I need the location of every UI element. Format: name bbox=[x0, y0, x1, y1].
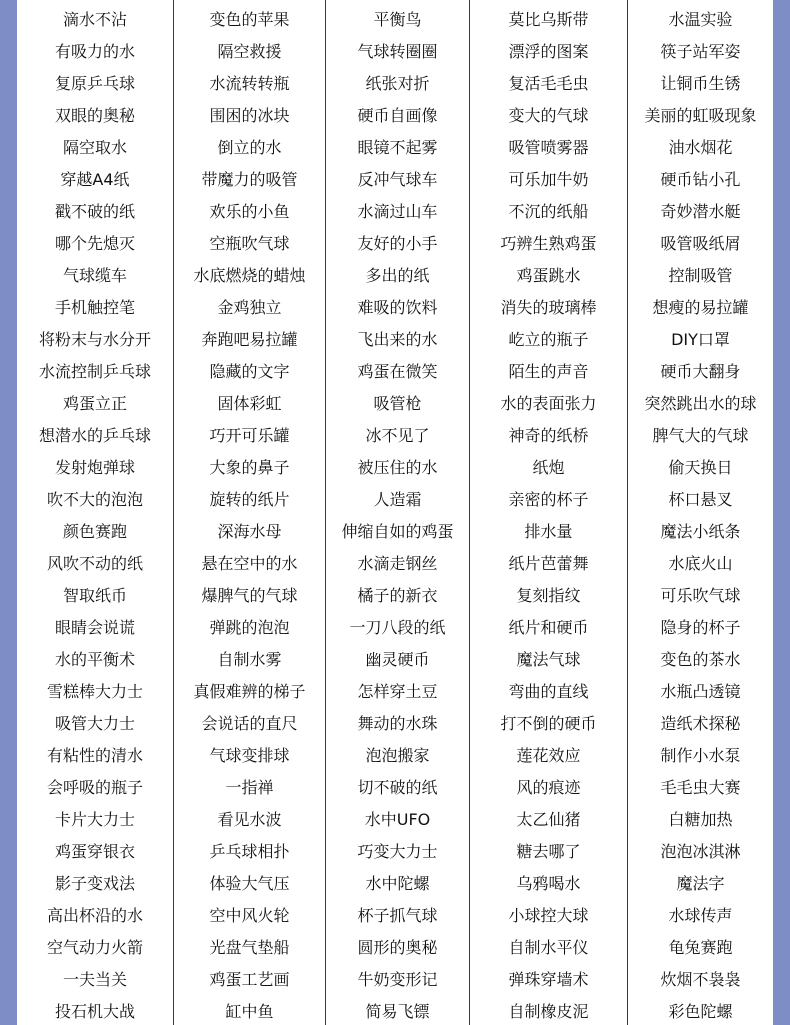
experiment-name: 倒立的水 bbox=[217, 138, 282, 157]
experiment-name: 看见水波 bbox=[217, 810, 282, 829]
experiment-name: 巧开可乐罐 bbox=[209, 426, 290, 445]
experiment-name: 发射炮弹球 bbox=[54, 458, 135, 477]
experiment-name: 太乙仙猪 bbox=[516, 810, 581, 829]
experiment-name: 吸管枪 bbox=[373, 394, 422, 413]
experiment-name: 隐藏的文字 bbox=[209, 362, 290, 381]
experiment-column-2 bbox=[174, 0, 326, 1025]
experiment-name: 哪个先熄灭 bbox=[54, 234, 135, 253]
experiment-name: 小球控大球 bbox=[508, 906, 589, 925]
experiment-name: 脾气大的气球 bbox=[652, 426, 749, 445]
experiment-name: 滴水不沾 bbox=[62, 10, 127, 29]
experiment-name: 纸片芭蕾舞 bbox=[508, 554, 589, 573]
experiment-name: 一刀八段的纸 bbox=[349, 618, 446, 637]
experiment-name: 手机触控笔 bbox=[54, 298, 135, 317]
experiment-name: 怎样穿土豆 bbox=[357, 682, 438, 701]
experiment-name: 水底燃烧的蜡烛 bbox=[193, 266, 306, 285]
experiment-name: 莫比乌斯带 bbox=[508, 10, 589, 29]
experiment-name: 水流转转瓶 bbox=[209, 74, 290, 93]
experiment-name: 自制水雾 bbox=[217, 650, 282, 669]
experiment-name: 双眼的奥秘 bbox=[54, 106, 135, 125]
experiment-name: 简易飞镖 bbox=[365, 1002, 430, 1021]
experiment-name: 美丽的虹吸现象 bbox=[644, 106, 757, 125]
experiment-name: 眼镜不起雾 bbox=[357, 138, 438, 157]
experiment-name: 颜色赛跑 bbox=[62, 522, 127, 541]
experiment-name: 多出的纸 bbox=[365, 266, 430, 285]
experiment-name: 一夫当关 bbox=[62, 970, 127, 989]
experiment-name: 杯子抓气球 bbox=[357, 906, 438, 925]
experiment-name: 有粘性的清水 bbox=[46, 746, 143, 765]
experiment-name: 水的表面张力 bbox=[500, 394, 597, 413]
experiment-grid bbox=[17, 0, 773, 1025]
experiment-name: 弹珠穿墙术 bbox=[508, 970, 589, 989]
experiment-name: 筷子站军姿 bbox=[660, 42, 741, 61]
experiment-name: 糖去哪了 bbox=[516, 842, 581, 861]
experiment-name: DIY口罩 bbox=[671, 330, 730, 349]
experiment-name: 杯口悬叉 bbox=[668, 490, 733, 509]
experiment-name: 变色的苹果 bbox=[209, 10, 290, 29]
experiment-name: 水底火山 bbox=[668, 554, 733, 573]
experiment-name: 缸中鱼 bbox=[225, 1002, 274, 1021]
experiment-name: 神奇的纸桥 bbox=[508, 426, 589, 445]
experiment-name: 可乐吹气球 bbox=[660, 586, 741, 605]
experiment-name: 有吸力的水 bbox=[54, 42, 135, 61]
experiment-name: 巧变大力士 bbox=[357, 842, 438, 861]
experiment-name: 水滴走钢丝 bbox=[357, 554, 438, 573]
experiment-name: 消失的玻璃棒 bbox=[500, 298, 597, 317]
experiment-name: 复原乒乓球 bbox=[54, 74, 135, 93]
experiment-list-sheet bbox=[17, 0, 773, 1025]
experiment-name: 让铜币生锈 bbox=[660, 74, 741, 93]
experiment-name: 会说话的直尺 bbox=[201, 714, 298, 733]
experiment-name: 不沉的纸船 bbox=[508, 202, 589, 221]
experiment-name: 龟兔赛跑 bbox=[668, 938, 733, 957]
experiment-name: 难吸的饮料 bbox=[357, 298, 438, 317]
experiment-name: 奔跑吧易拉罐 bbox=[201, 330, 298, 349]
experiment-name: 纸炮 bbox=[532, 458, 565, 477]
experiment-name: 气球转圈圈 bbox=[357, 42, 438, 61]
experiment-name: 体验大气压 bbox=[209, 874, 290, 893]
experiment-name: 空中风火轮 bbox=[209, 906, 290, 925]
experiment-name: 水球传声 bbox=[668, 906, 733, 925]
experiment-name: 鸡蛋穿银衣 bbox=[54, 842, 135, 861]
experiment-name: 风的痕迹 bbox=[516, 778, 581, 797]
experiment-name: 戳不破的纸 bbox=[54, 202, 135, 221]
experiment-name: 隔空取水 bbox=[62, 138, 127, 157]
experiment-name: 眼睛会说谎 bbox=[54, 618, 135, 637]
experiment-name: 硬币钻小孔 bbox=[660, 170, 741, 189]
experiment-name: 可乐加牛奶 bbox=[508, 170, 589, 189]
experiment-name: 隔空救援 bbox=[217, 42, 282, 61]
experiment-name: 硬币大翻身 bbox=[660, 362, 741, 381]
experiment-name: 飞出来的水 bbox=[357, 330, 438, 349]
experiment-name: 一指禅 bbox=[225, 778, 274, 797]
experiment-name: 想瘦的易拉罐 bbox=[652, 298, 749, 317]
experiment-name: 反冲气球车 bbox=[357, 170, 438, 189]
experiment-name: 鸡蛋跳水 bbox=[516, 266, 581, 285]
experiment-name: 乒乓球相扑 bbox=[209, 842, 290, 861]
experiment-name: 悬在空中的水 bbox=[201, 554, 298, 573]
experiment-name: 造纸术探秘 bbox=[660, 714, 741, 733]
experiment-name: 水的平衡术 bbox=[54, 650, 135, 669]
experiment-name: 将粉末与水分开 bbox=[38, 330, 151, 349]
experiment-name: 风吹不动的纸 bbox=[46, 554, 143, 573]
experiment-name: 魔法气球 bbox=[516, 650, 581, 669]
experiment-name: 会呼吸的瓶子 bbox=[46, 778, 143, 797]
experiment-name: 莲花效应 bbox=[516, 746, 581, 765]
experiment-name: 空气动力火箭 bbox=[46, 938, 143, 957]
experiment-column-1 bbox=[17, 0, 174, 1025]
experiment-name: 弹跳的泡泡 bbox=[209, 618, 290, 637]
experiment-name: 炊烟不袅袅 bbox=[660, 970, 741, 989]
experiment-name: 被压住的水 bbox=[357, 458, 438, 477]
experiment-name: 吸管大力士 bbox=[54, 714, 135, 733]
experiment-name: 大象的鼻子 bbox=[209, 458, 290, 477]
experiment-name: 打不倒的硬币 bbox=[500, 714, 597, 733]
experiment-name: 金鸡独立 bbox=[217, 298, 282, 317]
experiment-name: 爆脾气的气球 bbox=[201, 586, 298, 605]
experiment-name: 深海水母 bbox=[217, 522, 282, 541]
experiment-name: 欢乐的小鱼 bbox=[209, 202, 290, 221]
experiment-name: 陌生的声音 bbox=[508, 362, 589, 381]
experiment-name: 复刻指纹 bbox=[516, 586, 581, 605]
experiment-column-3 bbox=[326, 0, 470, 1025]
experiment-name: 真假难辨的梯子 bbox=[193, 682, 306, 701]
experiment-name: 制作小水泵 bbox=[660, 746, 741, 765]
experiment-name: 影子变戏法 bbox=[54, 874, 135, 893]
experiment-name: 吸管吸纸屑 bbox=[660, 234, 741, 253]
experiment-name: 舞动的水珠 bbox=[357, 714, 438, 733]
experiment-name: 亲密的杯子 bbox=[508, 490, 589, 509]
experiment-name: 魔法字 bbox=[676, 874, 725, 893]
experiment-name: 切不破的纸 bbox=[357, 778, 438, 797]
experiment-name: 牛奶变形记 bbox=[357, 970, 438, 989]
experiment-name: 围困的冰块 bbox=[209, 106, 290, 125]
experiment-name: 带魔力的吸管 bbox=[201, 170, 298, 189]
experiment-name: 水流控制乒乓球 bbox=[38, 362, 151, 381]
experiment-name: 高出杯沿的水 bbox=[46, 906, 143, 925]
experiment-name: 水温实验 bbox=[668, 10, 733, 29]
experiment-name: 智取纸币 bbox=[62, 586, 127, 605]
experiment-name: 变大的气球 bbox=[508, 106, 589, 125]
experiment-name: 水中UFO bbox=[364, 810, 431, 829]
experiment-name: 隐身的杯子 bbox=[660, 618, 741, 637]
experiment-name: 白糖加热 bbox=[668, 810, 733, 829]
experiment-name: 旋转的纸片 bbox=[209, 490, 290, 509]
experiment-name: 控制吸管 bbox=[668, 266, 733, 285]
experiment-name: 魔法小纸条 bbox=[660, 522, 741, 541]
experiment-column-4 bbox=[470, 0, 628, 1025]
experiment-name: 自制橡皮泥 bbox=[508, 1002, 589, 1021]
experiment-name: 水瓶凸透镜 bbox=[660, 682, 741, 701]
experiment-name: 橘子的新衣 bbox=[357, 586, 438, 605]
experiment-column-5 bbox=[628, 0, 773, 1025]
experiment-name: 吸管喷雾器 bbox=[508, 138, 589, 157]
experiment-name: 固体彩虹 bbox=[217, 394, 282, 413]
experiment-name: 油水烟花 bbox=[668, 138, 733, 157]
experiment-name: 屹立的瓶子 bbox=[508, 330, 589, 349]
experiment-name: 鸡蛋工艺画 bbox=[209, 970, 290, 989]
experiment-name: 偷天换日 bbox=[668, 458, 733, 477]
experiment-name: 毛毛虫大赛 bbox=[660, 778, 741, 797]
experiment-name: 水滴过山车 bbox=[357, 202, 438, 221]
experiment-name: 平衡鸟 bbox=[373, 10, 422, 29]
experiment-name: 吹不大的泡泡 bbox=[46, 490, 143, 509]
experiment-name: 弯曲的直线 bbox=[508, 682, 589, 701]
experiment-name: 穿越A4纸 bbox=[60, 170, 130, 189]
experiment-name: 雪糕棒大力士 bbox=[46, 682, 143, 701]
experiment-name: 排水量 bbox=[524, 522, 573, 541]
experiment-name: 友好的小手 bbox=[357, 234, 438, 253]
experiment-name: 水中陀螺 bbox=[365, 874, 430, 893]
experiment-name: 投石机大战 bbox=[54, 1002, 135, 1021]
experiment-name: 复活毛毛虫 bbox=[508, 74, 589, 93]
experiment-name: 乌鸦喝水 bbox=[516, 874, 581, 893]
experiment-name: 幽灵硬币 bbox=[365, 650, 430, 669]
experiment-name: 泡泡冰淇淋 bbox=[660, 842, 741, 861]
experiment-name: 巧辨生熟鸡蛋 bbox=[500, 234, 597, 253]
experiment-name: 气球缆车 bbox=[62, 266, 127, 285]
experiment-name: 彩色陀螺 bbox=[668, 1002, 733, 1021]
experiment-name: 自制水平仪 bbox=[508, 938, 589, 957]
experiment-name: 冰不见了 bbox=[365, 426, 430, 445]
experiment-name: 泡泡搬家 bbox=[365, 746, 430, 765]
experiment-name: 突然跳出水的球 bbox=[644, 394, 757, 413]
experiment-name: 奇妙潜水艇 bbox=[660, 202, 741, 221]
experiment-name: 圆形的奥秘 bbox=[357, 938, 438, 957]
experiment-name: 漂浮的图案 bbox=[508, 42, 589, 61]
experiment-name: 人造霜 bbox=[373, 490, 422, 509]
experiment-name: 空瓶吹气球 bbox=[209, 234, 290, 253]
experiment-name: 鸡蛋立正 bbox=[62, 394, 127, 413]
experiment-name: 想潜水的乒乓球 bbox=[38, 426, 151, 445]
experiment-name: 变色的茶水 bbox=[660, 650, 741, 669]
experiment-name: 纸片和硬币 bbox=[508, 618, 589, 637]
experiment-name: 卡片大力士 bbox=[54, 810, 135, 829]
experiment-name: 气球变排球 bbox=[209, 746, 290, 765]
experiment-name: 伸缩自如的鸡蛋 bbox=[341, 522, 454, 541]
experiment-name: 光盘气垫船 bbox=[209, 938, 290, 957]
experiment-name: 硬币自画像 bbox=[357, 106, 438, 125]
experiment-name: 纸张对折 bbox=[365, 74, 430, 93]
experiment-name: 鸡蛋在微笑 bbox=[357, 362, 438, 381]
